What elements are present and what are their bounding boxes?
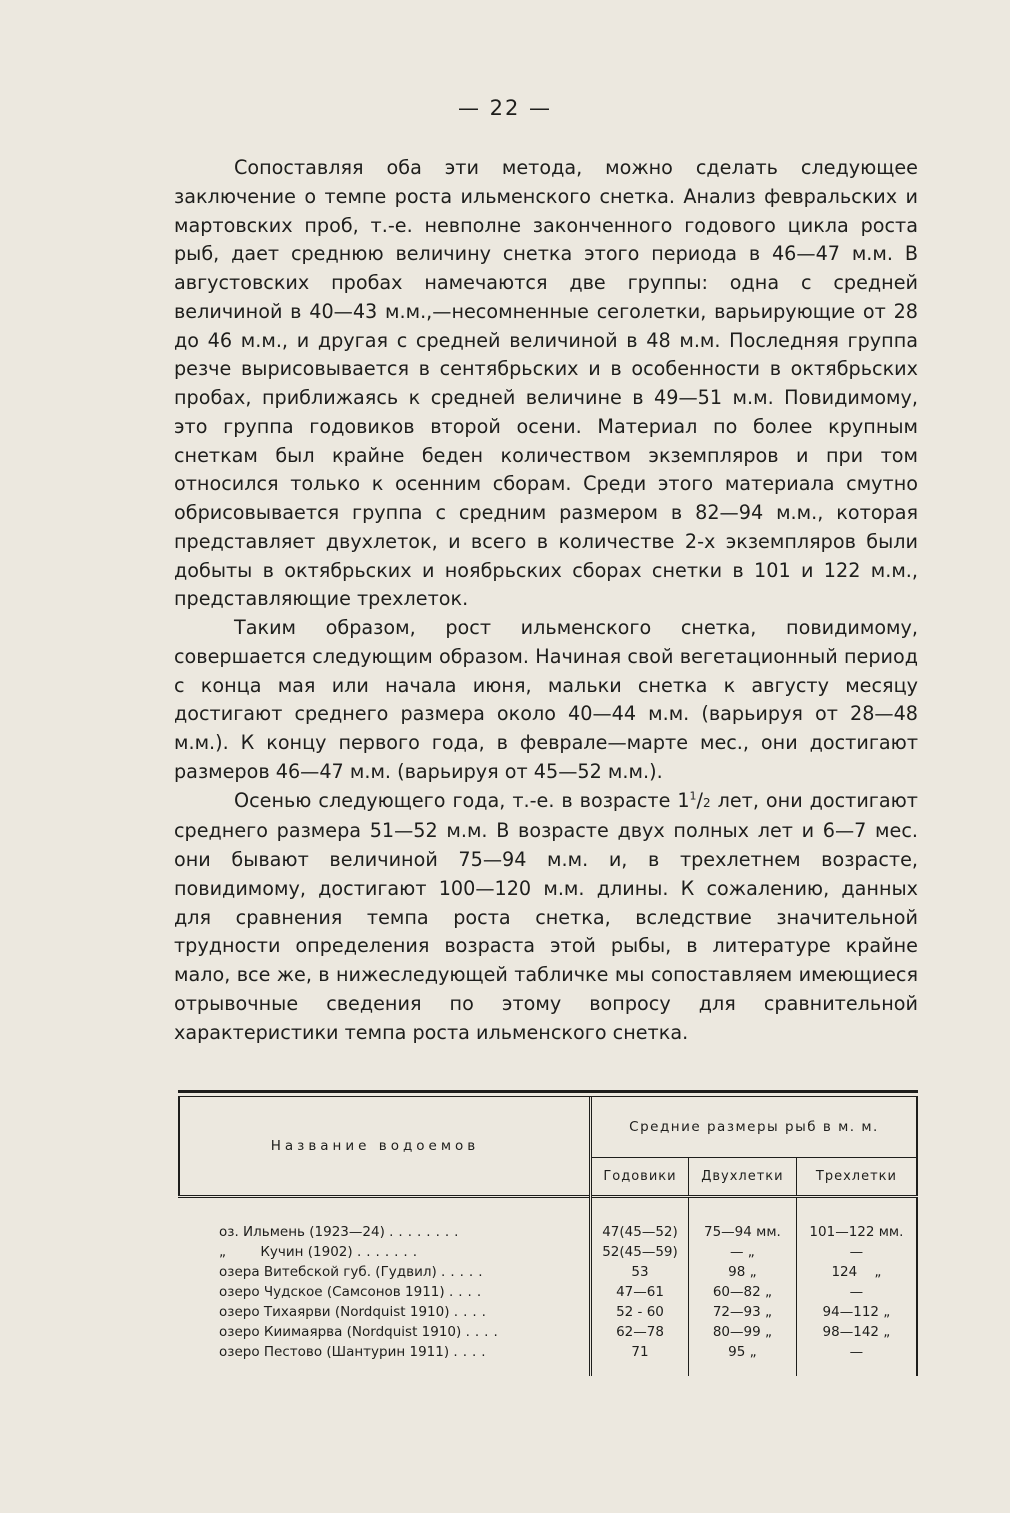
row-three-year: — <box>796 1242 917 1262</box>
row-yearlings: 52 - 60 <box>591 1302 689 1322</box>
header-yearlings: Годовики <box>591 1157 689 1196</box>
fraction-separator: / <box>696 788 704 812</box>
row-three-year: — <box>796 1342 917 1362</box>
row-two-year: 98 „ <box>688 1262 796 1282</box>
row-three-year: — <box>796 1282 917 1302</box>
row-dots: .... <box>453 1344 491 1360</box>
table-row <box>179 1302 917 1322</box>
row-three-year: 124 „ <box>796 1262 917 1282</box>
paragraph-1: Сопоставляя оба эти метода, можно сделать следующее заключение о темпе роста ильменского снетка. Анализ февральских и мартовских проб, т.-е. невполне законченного годового цикла роста рыб, дает среднюю величину снетка этого периода в 46—47 м.м. В августовских пробах намечаются две группы: одна с средней величиной в 40—43 м.м.,—несомненные сеголетки, варьирующие от 28 до 46 м.м., и другая с средней величиной в 48 м.м. Последняя группа резче вырисовывается в сентябрьских и в особенности в октябрьских пробах, приближаясь к средней величине в 49—51 м.м. Повидимому, это группа годовиков второй осени. Материал по более крупным снеткам был крайне беден количеством экземпляров и при том относился только к осенним сборам. Среди этого материала смутно обрисовывается группа с средним размером в 82—94 м.м., которая представляет двухлеток, и всего в количестве 2-х экземпляров были добыты в октябрьских и ноябрьских сборах снетки в 101 и 122 м.м., представляющие трехлеток. <box>174 156 918 611</box>
row-yearlings: 71 <box>591 1342 689 1362</box>
table-top-rule <box>178 1090 918 1097</box>
header-name: Название водоемов <box>179 1097 591 1197</box>
row-name: „ Кучин (1902) <box>219 1244 353 1260</box>
body-text <box>174 154 918 1047</box>
row-three-year: 101—122 мм. <box>796 1222 917 1242</box>
header-group: Средние размеры рыб в м. м. <box>591 1097 918 1157</box>
row-yearlings: 53 <box>591 1262 689 1282</box>
paragraph-2: Таким образом, рост ильменского снетка, повидимому, совершается следующим образом. Начиная свой вегетационный период с конца мая или начала июня, мальки снетка к августу месяцу достигают среднего размера около 40—44 м.м. (варьируя от 28—48 м.м.). К концу первого года, в феврале—марте мес., они достигают размеров 46—47 м.м. (варьируя от 45—52 м.м.). <box>174 616 918 783</box>
row-yearlings: 52(45—59) <box>591 1242 689 1262</box>
row-name: озеро Киимаярва (Nordquist 1910) <box>219 1324 462 1340</box>
header-three-year: Трехлетки <box>796 1157 917 1196</box>
row-yearlings: 47—61 <box>591 1282 689 1302</box>
table-bottom-pad <box>179 1362 917 1376</box>
row-name: озеро Чудское (Самсонов 1911) <box>219 1284 445 1300</box>
table-row <box>179 1262 917 1282</box>
table-row <box>179 1322 917 1342</box>
row-name: озеро Пестово (Шантурин 1911) <box>219 1344 450 1360</box>
row-two-year: 72—93 „ <box>688 1302 796 1322</box>
table-row <box>179 1242 917 1262</box>
row-two-year: 60—82 „ <box>688 1282 796 1302</box>
row-two-year: — „ <box>688 1242 796 1262</box>
paragraph-3-start: Осенью следующего года, т.-е. в возрасте 1 <box>234 788 690 812</box>
table-row <box>179 1342 917 1362</box>
row-name: озера Витебской губ. (Гудвил) <box>219 1264 437 1280</box>
row-two-year: 95 „ <box>688 1342 796 1362</box>
growth-table <box>178 1090 918 1376</box>
row-two-year: 75—94 мм. <box>688 1222 796 1242</box>
row-two-year: 80—99 „ <box>688 1322 796 1342</box>
row-yearlings: 47(45—52) <box>591 1222 689 1242</box>
row-dots: ....... <box>356 1244 422 1260</box>
row-dots: ........ <box>389 1224 464 1240</box>
table-divider <box>179 1197 917 1223</box>
row-three-year: 94—112 „ <box>796 1302 917 1322</box>
growth-table-grid <box>178 1097 918 1376</box>
paragraph-3 <box>174 787 918 1048</box>
row-dots: .... <box>465 1324 503 1340</box>
row-name: озеро Тихаярви (Nordquist 1910) <box>219 1304 450 1320</box>
fraction-denominator: 2 <box>703 795 711 810</box>
row-dots: ..... <box>441 1264 488 1280</box>
row-dots: .... <box>453 1304 491 1320</box>
row-three-year: 98—142 „ <box>796 1322 917 1342</box>
paragraph-3-end: лет, они достигают среднего размера 51—52 м.м. В возрасте двух полных лет и 6—7 мес. они бывают величиной 75—94 м.м. и, в трехлетнем возрасте, повидимому, достигают 100—120 м.м. длины. К сожалению, данных для сравнения темпа роста снетка, вследствие значительной трудности определения возраста этой рыбы, в литературе крайне мало, все же, в нижеследующей табличке мы сопоставляем имеющиеся отрывочные сведения по этому вопросу для сравнительной характеристики темпа роста ильменского снетка. <box>174 788 918 1044</box>
table-row <box>179 1222 917 1242</box>
row-name: оз. Ильмень (1923—24) <box>219 1224 385 1240</box>
header-two-year: Двухлетки <box>688 1157 796 1196</box>
fraction-numerator: 1 <box>689 789 697 803</box>
row-yearlings: 62—78 <box>591 1322 689 1342</box>
table-row <box>179 1282 917 1302</box>
page-number: — 22 — <box>457 96 553 120</box>
row-dots: .... <box>448 1284 487 1300</box>
